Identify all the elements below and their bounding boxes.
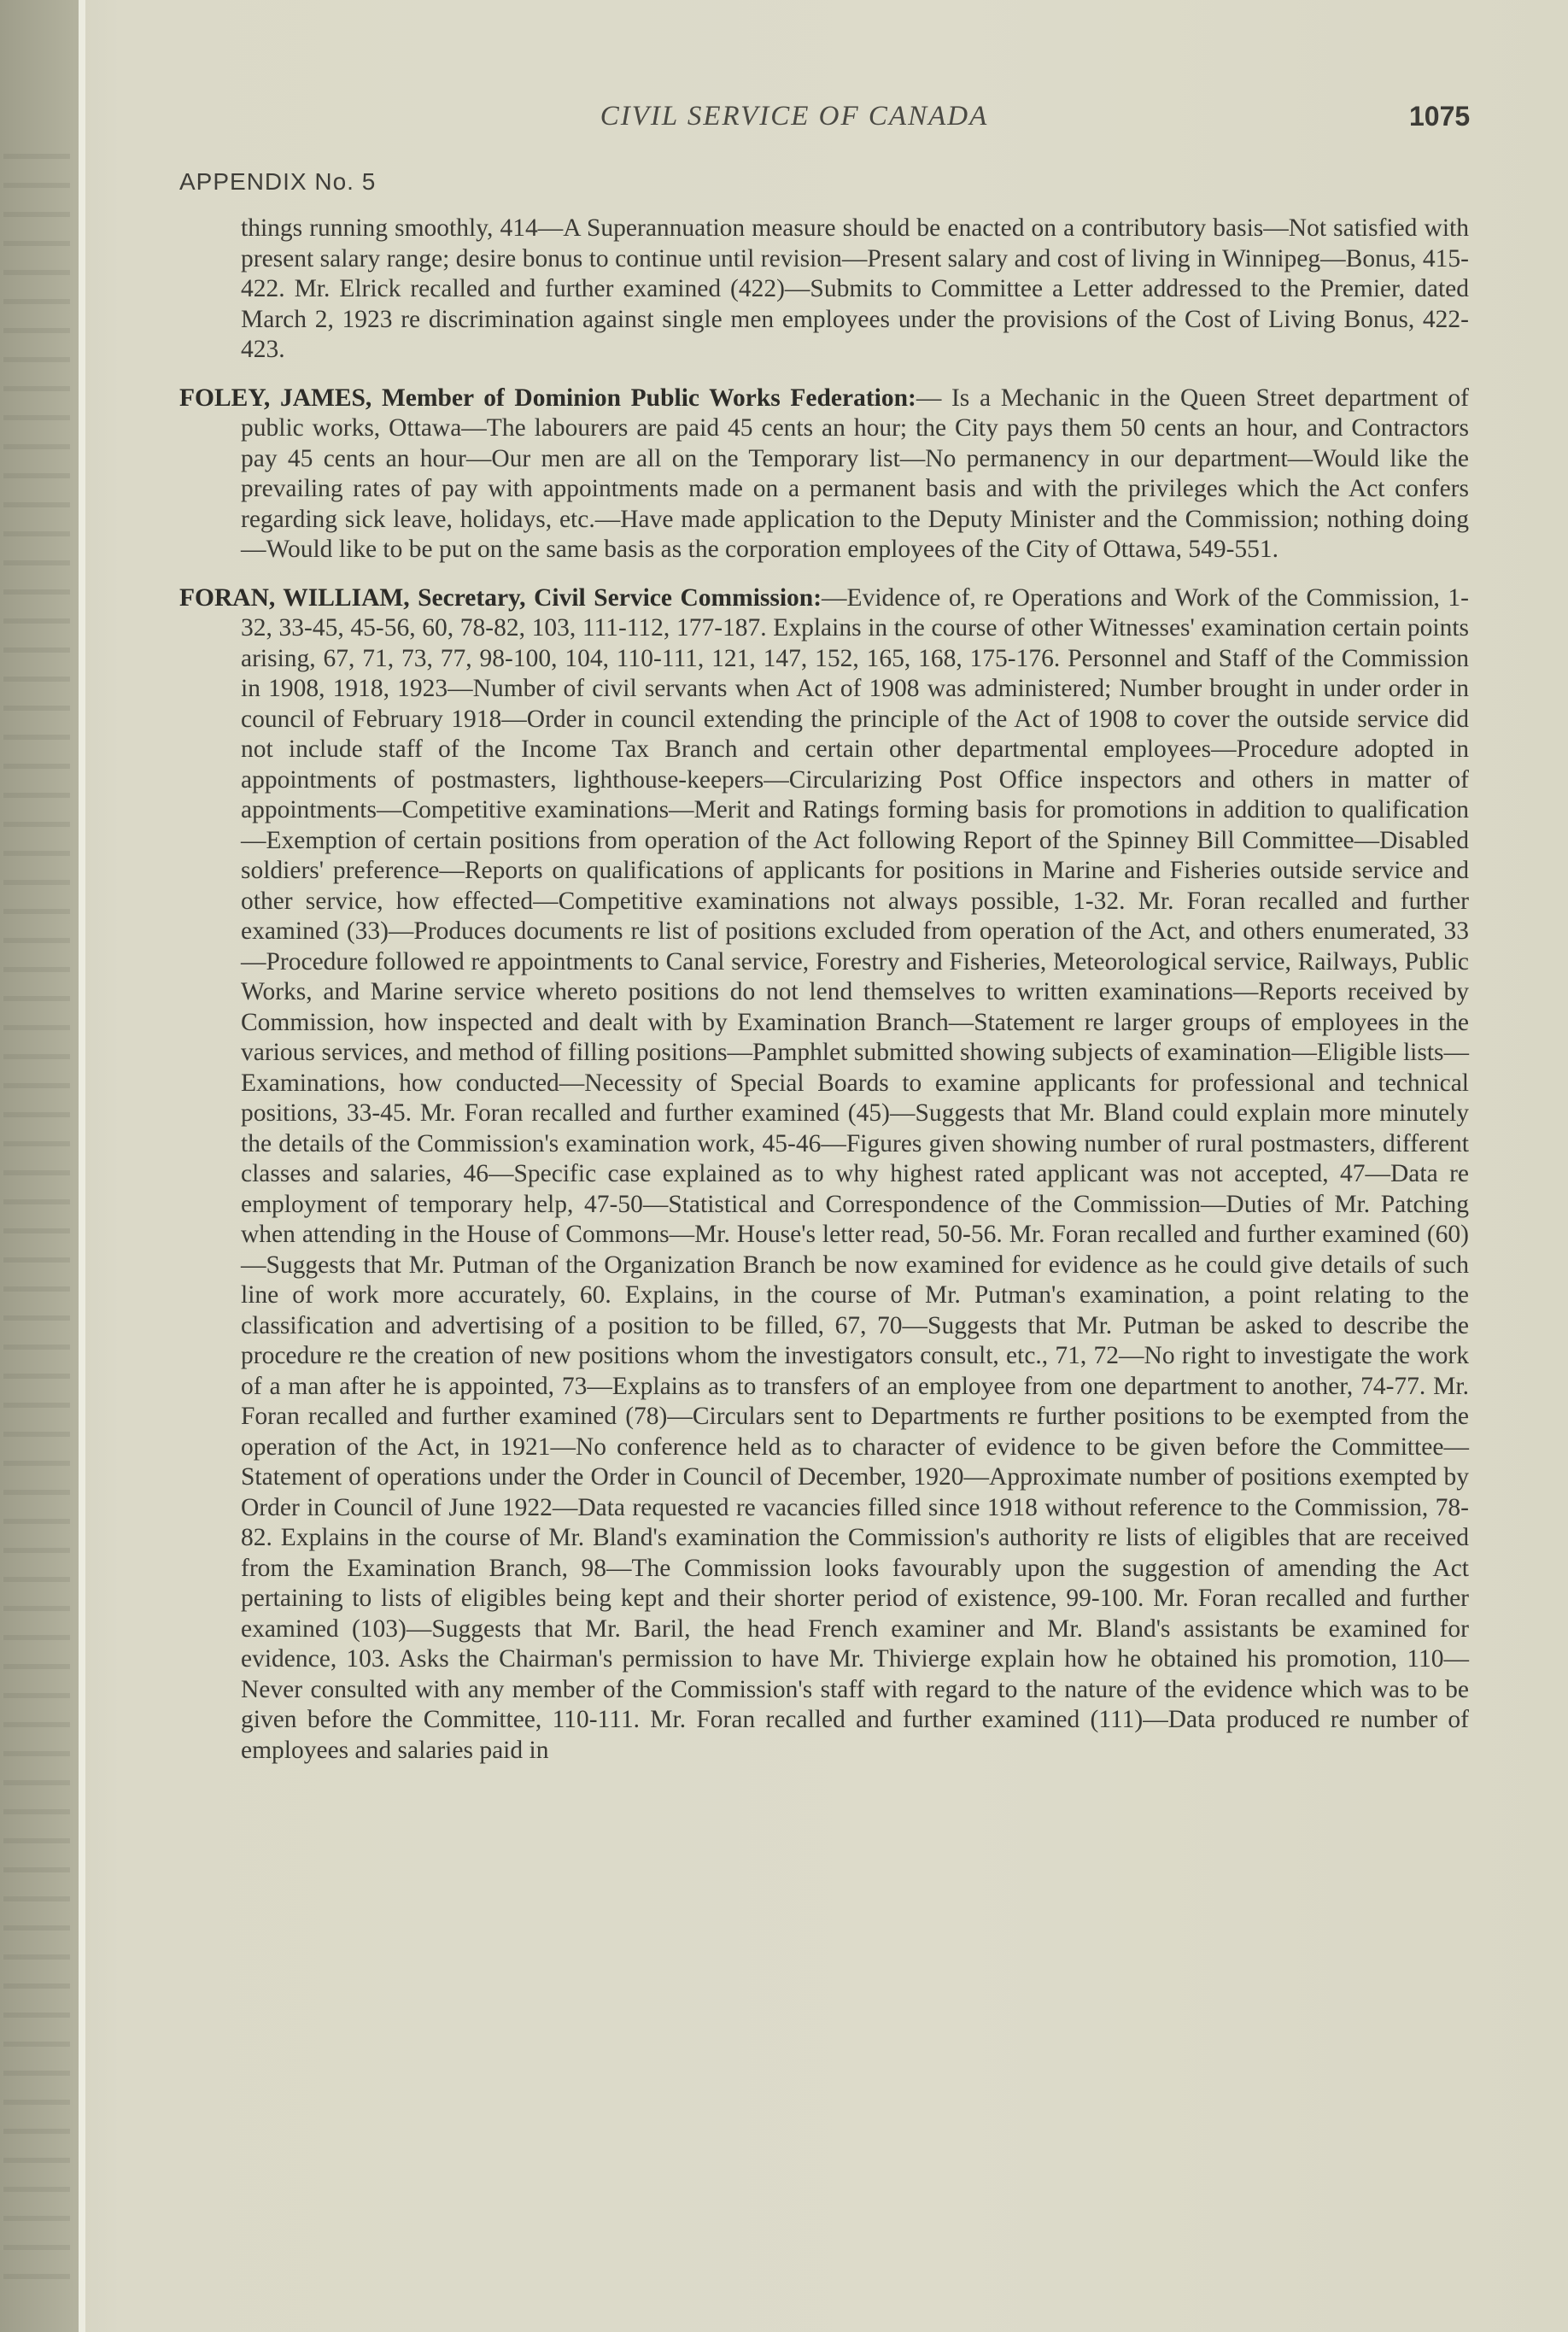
entry-text: — Is a Mechanic in the Queen Street department of public works, Ottawa—The labourers are paid 45 cents an hour; the City pays them 50 cents an hour, and Contractors pay 45 cents an hour—Our men are all on the Temporary list—No permanency in our department—Would like the prevailing rates of pay with appointments made on a permanent basis and with the privileges which the Act confers regarding sick leave, holidays, etc.—Have made application to the Deputy Minister and the Commission; nothing doing—Would like to be put on the same basis as the corporation employees of the City of Ottawa, 549-551. <box>241 384 1470 563</box>
facing-page-bleed <box>3 154 70 2289</box>
entry-text: —Evidence of, re Operations and Work of the Commission, 1-32, 33-45, 45-56, 60, 78-82, 103, 111-112, 177-187. Explains in the course of other Witnesses' examination certain points arising, 67, 71, 73, 77, 98-100, 104, 110-111, 121, 147, 152, 165, 168, 175-176. Personnel and Staff of the Commission in 1908, 1918, 1923—Number of civil servants when Act of 1908 was administered; Number brought in under order in council of February 1918—Order in council extending the principle of the Act of 1908 to cover the outside service did not include staff of the Income Tax Branch and certain other departmental employees—Procedure adopted in appointments of postmasters, lighthouse-keepers—Circularizing Post Office inspectors and others in matter of appointments—Competitive examinations—Merit and Ratings forming basis for promotions in addition to qualification—Exemption of certain positions from operation of the Act following Report of the Spinney Bill Committee—Disabled soldiers' preference—Reports on qualifications of applicants for positions in Marine and Fisheries outside service and other service, how effected—Competitive examinations not always possible, 1-32. Mr. Foran recalled and further examined (33)—Produces documents re list of positions excluded from operation of the Act, and others enumerated, 33—Procedure followed re appointments to Canal service, Forestry and Fisheries, Meteorological service, Railways, Public Works, and Marine service whereto positions do not lend themselves to written examinations—Reports received by Commission, how inspected and dealt with by Examination Branch—Statement re larger groups of employees in the various services, and method of filling positions—Pamphlet submitted showing subjects of examination—Eligible lists—Examinations, how conducted—Necessity of Special Boards to examine applicants for professional and technical positions, 33-45. Mr. Foran recalled and further examined (45)—Suggests that Mr. Bland could explain more minutely the details of the Commission's examination work, 45-46—Figures given showing number of rural postmasters, different classes and salaries, 46—Specific case explained as to why highest rated applicant was not accepted, 47—Data re employment of temporary help, 47-50—Statistical and Correspondence of the Commission—Duties of Mr. Patching when attending in the House of Commons—Mr. House's letter read, 50-56. Mr. Foran recalled and further examined (60)—Suggests that Mr. Putman of the Organization Branch be now examined for evidence as he could give details of such line of work more accurately, 60. Explains, in the course of Mr. Putman's examination, a point relating to the classification and advertising of a position to be filled, 67, 70—Suggests that Mr. Putman be asked to describe the procedure re the creation of new positions whom the investigators consult, etc., 71, 72—No right to investigate the work of a man after he is appointed, 73—Explains as to transfers of an employee from one department to another, 74-77. Mr. Foran recalled and further examined (78)—Circulars sent to Departments re further positions to be exempted from the operation of the Act, in 1921—No conference held as to character of evidence to be given before the Committee—Statement of operations under the Order in Council of December, 1920—Approximate number of positions exempted by Order in Council of June 1922—Data requested re vacancies filled since 1918 without reference to the Commission, 78-82. Explains in the course of Mr. Bland's examination the Commission's authority re lists of eligibles that are received from the Examination Branch, 98—The Commission looks favourably upon the suggestion of amending the Act pertaining to lists of eligibles being kept and their shorter period of existence, 99-100. Mr. Foran recalled and further examined (103)—Suggests that Mr. Baril, the head French examiner and Mr. Bland's assistants be examined for evidence, 103. Asks the Chairman's permission to have Mr. Thivierge explain how he obtained his promotion, 110—Never consulted with any member of the Commission's staff with regard to the nature of the evidence which was to be given before the Committee, 110-111. Mr. Foran recalled and further examined (111)—Data produced re number of employees and salaries paid in <box>241 583 1469 1764</box>
index-entry-foran <box>179 583 1469 1767</box>
running-title: CIVIL SERVICE OF CANADA <box>600 101 989 132</box>
entry-text: things running smoothly, 414—A Superannuation measure should be enacted on a contributory basis—Not satisfied with present salary range; desire bonus to continue until revision—Present salary and cost of living in Winnipeg—Bonus, 415-422. Mr. Elrick recalled and further examined (422)—Submits to Committee a Letter addressed to the Premier, dated March 2, 1923 re discrimination against single men employees under the provisions of the Cost of Living Bonus, 422-423. <box>241 214 1469 363</box>
page-number: 1075 <box>1409 101 1471 132</box>
index-entry-foley <box>179 384 1469 565</box>
index-body <box>179 214 1469 1784</box>
entry-name: FORAN, WILLIAM, Secretary, Civil Service Commission: <box>179 583 822 612</box>
page-edge <box>79 0 85 2332</box>
entry-name: FOLEY, JAMES, Member of Dominion Public Works Federation: <box>179 384 916 412</box>
appendix-label: APPENDIX No. 5 <box>179 168 377 195</box>
index-entry-continuation <box>179 214 1469 366</box>
